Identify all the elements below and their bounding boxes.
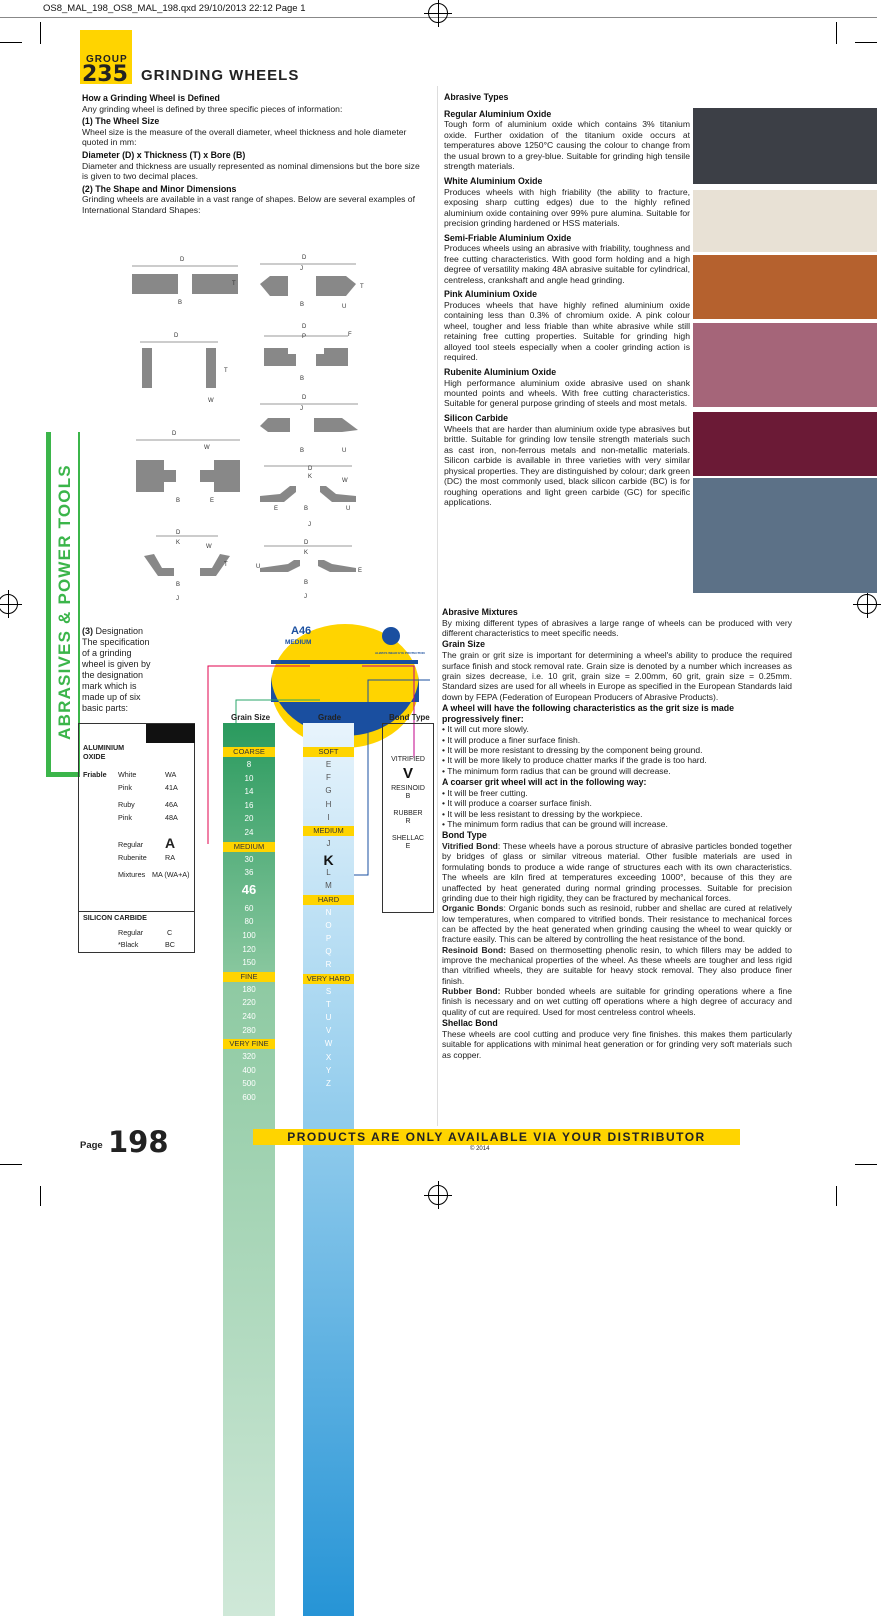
list-item: • It will produce a coarser surface finish.: [442, 798, 792, 808]
grade-column: [303, 723, 354, 1616]
svg-text:T: T: [232, 281, 236, 287]
progression-list: [442, 724, 792, 776]
grade-value: M: [325, 881, 332, 891]
svg-text:D: D: [302, 395, 307, 401]
intro-text: Any grinding wheel is defined by three specific pieces of information:: [82, 103, 343, 114]
svg-text:T: T: [224, 562, 228, 568]
wheel-size: 150 x 20 x 31.75mm: [307, 675, 354, 681]
list-item: • It will be more likely to produce chatter marks if the grade is too hard.: [442, 755, 792, 765]
grade-value: S: [325, 986, 332, 996]
list-item: • It will produce a finer surface finish.: [442, 735, 792, 745]
wheel-spec: A46KV: [337, 665, 360, 672]
grain-size-value: 16: [244, 800, 254, 810]
crop-mark: [0, 42, 22, 43]
grain-range-label: MEDIUM: [223, 842, 275, 852]
grade-value: Q: [325, 947, 332, 957]
svg-text:E: E: [274, 506, 279, 512]
table-friable: Friable: [83, 770, 107, 779]
table-regular: Regular: [118, 840, 144, 849]
svg-text:U: U: [346, 506, 351, 512]
abrasive-type-heading: White Aluminium Oxide: [444, 175, 543, 186]
grain-size-value: 10: [244, 773, 254, 783]
grain-range-label: VERY FINE: [223, 1039, 275, 1049]
abrasive-type-heading: Rubenite Aluminium Oxide: [444, 366, 557, 377]
shape-dish-wheel: [260, 466, 356, 528]
shellac-heading: Shellac Bond: [442, 1018, 498, 1029]
table-code-ra: RA: [165, 853, 175, 862]
svg-text:F: F: [348, 332, 352, 338]
shape-tapered-wheel: [260, 255, 364, 310]
wheel-speed: Max Speed 44m/sec: [309, 682, 357, 688]
registration-mark-icon: [428, 1185, 448, 1205]
abrasive-type-text: Produces wheels that have highly refined aluminium oxide containing less than 0.3% of chromium oxide. A pink colour wheel, tougher and less friable than white abrasive while still retaining free cutting properties. Suitable for grinding high alloyed tool steels especially when a cooler grinding action is required.: [444, 299, 690, 363]
grain-size-value: 150: [242, 958, 256, 968]
svg-text:T: T: [224, 368, 228, 374]
list-item: • It will be more resistant to dressing by the component being ground.: [442, 745, 792, 755]
page-title: GRINDING WHEELS: [141, 67, 300, 84]
grade-value: U: [325, 1013, 332, 1022]
svg-text:B: B: [304, 506, 309, 512]
abrasive-type-text: High performance aluminium oxide abrasive used on shank mounted points and wheels. With free cutting characteristics. Suitable for general purpose grinding of steels and most metals.: [444, 377, 690, 409]
abrasive-type-heading: Pink Aluminium Oxide: [444, 289, 538, 300]
group-word: GROUP: [86, 54, 128, 65]
bond-rubber: RUBBER: [393, 809, 423, 817]
grade-value: Y: [325, 1065, 332, 1075]
table-code-a: A: [165, 835, 176, 851]
registration-mark-icon: [857, 594, 877, 614]
shape-recessed-wheel: [264, 324, 352, 382]
file-header: OS8_MAL_198_OS8_MAL_198.qxd 29/10/2013 22:12 Page 1: [0, 0, 877, 18]
grain-size-value: 240: [242, 1012, 256, 1021]
coarse-list: [442, 788, 792, 829]
svg-text:D: D: [302, 255, 307, 261]
registration-mark-icon: [0, 594, 18, 614]
grain-size-value: 36: [244, 868, 254, 878]
bond-code-b: B: [405, 793, 411, 801]
grade-value: W: [324, 1039, 333, 1049]
wheel-size-text: Wheel size is the measure of the overall diameter, wheel thickness and hole diameter quoted in mm:: [82, 126, 407, 148]
page-label: Page: [80, 1140, 103, 1151]
abrasive-swatch: [693, 190, 877, 252]
abrasive-type-text: Produces wheels using an abrasive with friability, toughness and free cutting characteristics. With good form holding and a high degree of versatility making 48A abrasive suitable for cylindrical, centreless, crankshaft and angle head grinding.: [444, 243, 690, 285]
svg-text:B: B: [300, 376, 305, 382]
list-item: • The minimum form radius that can be ground will decrease.: [442, 766, 792, 776]
svg-text:D: D: [304, 540, 309, 546]
bond-shellac: SHELLAC: [392, 834, 424, 842]
heading-wheel-size: (1) The Wheel Size: [82, 116, 160, 127]
svg-text:J: J: [308, 522, 311, 528]
table-head-block: [146, 724, 195, 743]
grain-range-label: COARSE: [223, 747, 275, 757]
designation-text: Designation The specification of a grinding wheel is given by the designation mark which is made up of six basic parts:: [82, 626, 151, 713]
vitrified-text: Vitrified Bond: These wheels have a porous structure of abrasive particles bonded together by bridges of glass or similar vitreous material. Other fusible materials are used in formulating bonds to produce a wide range of structures each with its own characteristics. The wheels are kiln fired at temperatures exceeding 1000°, because of this they are unaffected by heat generated during normal grinding processes. Suitable for precision grinding due to their high rigidity, they can be fractured by mechanical forces.: [442, 841, 792, 903]
shape-diagrams: [120, 250, 440, 610]
table-code-c: C: [167, 928, 173, 937]
grain-size-value: 500: [242, 1079, 256, 1089]
grade-value: V: [325, 1026, 332, 1036]
abrasive-swatch: [693, 478, 877, 593]
bond-code-v: V: [402, 764, 413, 782]
grain-size-value: 8: [246, 760, 252, 769]
table-mixtures: Mixtures: [118, 870, 146, 879]
list-item: • It will be freer cutting.: [442, 788, 792, 798]
grade-value: G: [325, 786, 332, 796]
heading-shape: (2) The Shape and Minor Dimensions: [82, 183, 237, 194]
shape-cone-wheel: [260, 395, 358, 454]
grain-size-value: 30: [244, 854, 254, 864]
svg-text:W: W: [204, 445, 210, 451]
heading-dimensions: Diameter (D) x Thickness (T) x Bore (B): [82, 149, 246, 160]
grade-value: X: [325, 1052, 332, 1062]
svg-text:D: D: [180, 257, 185, 263]
svg-text:E: E: [358, 568, 363, 574]
abrasive-swatch: [693, 255, 877, 319]
organic-text: Organic Bonds: Organic bonds such as resinoid, rubber and shellac are cured at relatively low temperatures, when compared to vitrified bonds. Their resistance to mechanical forces can be affected by the heat generated when grinding causing the wheel to wear quickly or fracture easily. This can be altered by controlling the heat resistance of the bond.: [442, 903, 792, 945]
grain-range-label: FINE: [223, 972, 275, 982]
svg-text:B: B: [300, 302, 305, 308]
svg-text:D: D: [176, 530, 181, 536]
wheel-shapes-svg: [120, 250, 440, 610]
grade-range-label: HARD: [303, 895, 354, 905]
grade-value: N: [325, 907, 332, 917]
grain-size-value: 280: [242, 1025, 256, 1035]
grain-size-value: 20: [244, 814, 254, 824]
svg-text:J: J: [300, 406, 303, 412]
crop-mark: [0, 1164, 22, 1165]
abrasive-code-table: [78, 723, 195, 953]
list-item: • It will cut more slowly.: [442, 724, 792, 734]
crop-mark: [836, 1186, 837, 1206]
svg-text:U: U: [342, 448, 347, 454]
grain-size-value: 46: [241, 881, 257, 897]
shape-double-recess-wheel: [136, 431, 240, 504]
table-row-label: White: [118, 770, 137, 779]
grain-size-value: 180: [242, 984, 256, 994]
svg-text:K: K: [308, 474, 313, 480]
table-row-code: 46A: [165, 800, 178, 809]
grade-range-label: MEDIUM: [303, 826, 354, 836]
svg-text:K: K: [176, 540, 181, 546]
svg-text:K: K: [304, 550, 309, 556]
list-item: • The minimum form radius that can be ground will increase.: [442, 819, 792, 829]
grade-value: H: [325, 799, 332, 809]
table-sc-title: SILICON CARBIDE: [83, 913, 147, 922]
grade-value: O: [325, 920, 332, 930]
grain-size-column: [223, 723, 275, 1616]
bond-type-head: Bond Type: [389, 713, 430, 722]
svg-text:D: D: [174, 333, 179, 339]
grain-size-head: Grain Size: [231, 713, 271, 722]
shape-straight-wheel: [132, 257, 238, 306]
abrasive-types-section: [444, 92, 690, 508]
table-row-code: 41A: [165, 783, 178, 792]
registration-mark-icon: [428, 3, 448, 23]
svg-text:D: D: [172, 431, 177, 437]
grain-size-value: 120: [242, 944, 256, 954]
svg-text:B: B: [300, 448, 305, 454]
grinding-info-section: [442, 606, 792, 1060]
abrasive-swatch: [693, 412, 877, 476]
table-row-code: WA: [165, 770, 177, 779]
bond-type-box: [382, 723, 434, 913]
rubber-text: Rubber Bond: Rubber bonded wheels are suitable for grinding operations where a fine finish is necessary and on wet cutting off operations where a high degree of accuracy and quality of cut are required. Used for most centreless control wheels.: [442, 986, 792, 1017]
page-number: 198: [108, 1125, 169, 1159]
abrasive-swatch: [693, 323, 877, 407]
wheel-grade: MEDIUM: [285, 639, 312, 646]
wheel-code: A46: [291, 625, 312, 637]
abrasive-type-heading: Semi-Friable Aluminium Oxide: [444, 232, 572, 243]
bond-vitrified: VITRIFIED: [391, 756, 425, 763]
grain-size-value: 320: [242, 1052, 256, 1062]
grade-value: J: [326, 839, 331, 848]
copyright: © 2014: [470, 1146, 490, 1152]
crop-mark: [40, 22, 41, 44]
svg-text:U: U: [342, 304, 347, 310]
grade-value: F: [326, 773, 331, 783]
svg-text:B: B: [178, 300, 183, 306]
table-divider: [79, 911, 194, 912]
mixtures-text: By mixing different types of abrasives a large range of wheels can be produced with very different characteristics to meet specific needs.: [442, 617, 792, 639]
svg-text:W: W: [342, 478, 348, 484]
grade-value: T: [326, 999, 331, 1009]
svg-text:W: W: [208, 398, 214, 404]
svg-text:J: J: [176, 596, 179, 602]
svg-text:B: B: [176, 582, 181, 588]
grain-size-value: 600: [242, 1093, 256, 1102]
distributor-notice: PRODUCTS ARE ONLY AVAILABLE VIA YOUR DISTRIBUTOR: [253, 1129, 740, 1145]
svg-text:B: B: [304, 580, 309, 586]
svg-text:B: B: [176, 498, 181, 504]
grade-value: E: [325, 760, 332, 769]
svg-text:J: J: [304, 594, 307, 600]
shape-flaring-cup-wheel: [144, 530, 230, 602]
grade-head: Grade: [318, 713, 342, 722]
svg-text:P: P: [302, 334, 307, 340]
abrasive-type-text: Tough form of aluminium oxide which contains 3% titanium oxide. Further oxidation of the titanium oxide occurs at temperatures above 1250°C causing the colour to change from the usual brown to a grey-blue. Suitable for grinding high tensile strength materials.: [444, 119, 690, 172]
table-sc-black: *Black: [118, 940, 139, 949]
group-number: 235: [82, 62, 128, 87]
abrasive-type-text: Produces wheels with high friability (the ability to fracture, exposing sharp cutting edges) due to the highly refined aluminium oxide containing over 99% pure alumina. Suitable for precision grinding hardened or HSS materials.: [444, 186, 690, 229]
list-item: • It will be less resistant to dressing by the workpiece.: [442, 809, 792, 819]
table-row-label: Ruby: [118, 800, 135, 809]
abrasive-type-heading: Regular Aluminium Oxide: [444, 108, 552, 119]
shellac-text: These wheels are cool cutting and produce very fine finishes. this makes them particularly suitable for applications with minimal heat generation or for grinding very soft materials such as copper.: [442, 1028, 792, 1060]
abrasive-swatch: [693, 108, 877, 184]
bond-resinoid: RESINOID: [391, 784, 425, 792]
dimensions-text: Diameter and thickness are usually represented as nominal dimensions but the bore size is given to two decimal places.: [82, 160, 420, 182]
grade-range-label: SOFT: [303, 747, 354, 757]
grade-value: P: [325, 934, 332, 943]
side-tab-label: ABRASIVES & POWER TOOLS: [55, 464, 74, 740]
grade-value: R: [325, 960, 332, 970]
mixtures-heading: Abrasive Mixtures: [442, 607, 518, 617]
grade-value: I: [327, 812, 330, 822]
abrasive-type-heading: Silicon Carbide: [444, 412, 509, 423]
table-code-ma: MA (WA+A): [152, 870, 190, 879]
svg-text:W: W: [206, 544, 212, 550]
bond-heading: Bond Type: [442, 830, 487, 841]
grain-size-value: 60: [244, 903, 254, 913]
heading-definition: How a Grinding Wheel is Defined: [82, 93, 220, 103]
svg-text:D: D: [302, 324, 307, 330]
grade-value: Z: [326, 1079, 331, 1088]
progression-heading: A wheel will have the following characteristics as the grit size is made progressively finer:: [442, 702, 735, 724]
wheel-safety: ALWAYS WEAR EYE PROTECTION: [375, 651, 425, 655]
designation-number: (3): [82, 626, 93, 636]
shape-saucer-wheel: [256, 540, 362, 600]
grain-heading: Grain Size: [442, 639, 486, 650]
crop-mark: [40, 1186, 41, 1206]
abrasive-type-text: Wheels that are harder than aluminium oxide type abrasives but brittle. Suitable for grinding low tensile strength materials such as cast iron, non-ferrous metals and non-metallic materials. Silicon carbide is available in three varieties with very similar physical properties. They are distinguished by colour; dark green (DC) the most commonly used, black silicon carbide (BC) is for roughing operations and light green carbide (GC) for specific applications.: [444, 423, 690, 508]
grade-value: L: [326, 868, 331, 878]
grade-range-label: VERY HARD: [303, 974, 354, 984]
crop-mark: [855, 42, 877, 43]
table-row-label: Pink: [118, 783, 132, 792]
svg-text:E: E: [210, 498, 215, 504]
shape-cylinder-wheel: [140, 333, 228, 404]
grain-size-value: 400: [242, 1065, 256, 1075]
grain-size-value: 100: [242, 931, 256, 940]
abrasive-types-title: Abrasive Types: [444, 92, 509, 102]
grain-size-value: 24: [244, 828, 254, 837]
svg-text:T: T: [360, 284, 364, 290]
svg-text:U: U: [256, 564, 261, 570]
table-code-bc: BC: [165, 940, 175, 949]
shape-text: Grinding wheels are available in a vast range of shapes. Below are several examples of International Standard Shapes:: [82, 194, 415, 215]
table-title: ALUMINIUM OXIDE: [83, 743, 125, 761]
table-row-code: 48A: [165, 813, 178, 822]
bond-code-e: E: [405, 843, 411, 851]
grain-size-value: 14: [244, 787, 254, 797]
crop-mark: [855, 1164, 877, 1165]
svg-text:D: D: [308, 466, 313, 472]
table-rubenite: Rubenite: [118, 853, 147, 862]
grain-size-value: 220: [242, 998, 256, 1008]
table-sc-regular: Regular: [118, 928, 144, 937]
grain-text: The grain or grit size is important for determining a wheel's ability to produce the required surface finish and stock removal rate. Grain size is denoted by a number which increases as grain sizes decrease, i.e. 10 grit, grain size = 2.00mm, 60 grit, grain size = 0.25mm. Standard sizes are used for all wheels in Europe as specified in the European Standards laid down by FEPA (Federation of European Producers of Abrasive Products).: [442, 650, 792, 702]
grain-size-value: 80: [244, 917, 254, 927]
coarse-heading: A coarser grit wheel will act in the following way:: [442, 777, 647, 788]
designation-intro: [82, 626, 157, 714]
crop-mark: [836, 22, 837, 44]
intro-section: [82, 92, 427, 217]
table-row-label: Pink: [118, 813, 132, 822]
grade-value: K: [323, 852, 334, 869]
resinoid-text: Resinoid Bond: Based on thermosetting phenolic resin, to which fillers may be added to improve the mechanical properties of the wheel. As these wheels are tougher and less rigid than vitrified wheels, they are suitable for heavy stock removal. They also produce finer finish.: [442, 944, 792, 986]
svg-text:J: J: [300, 266, 303, 272]
bond-code-r: R: [405, 818, 411, 826]
